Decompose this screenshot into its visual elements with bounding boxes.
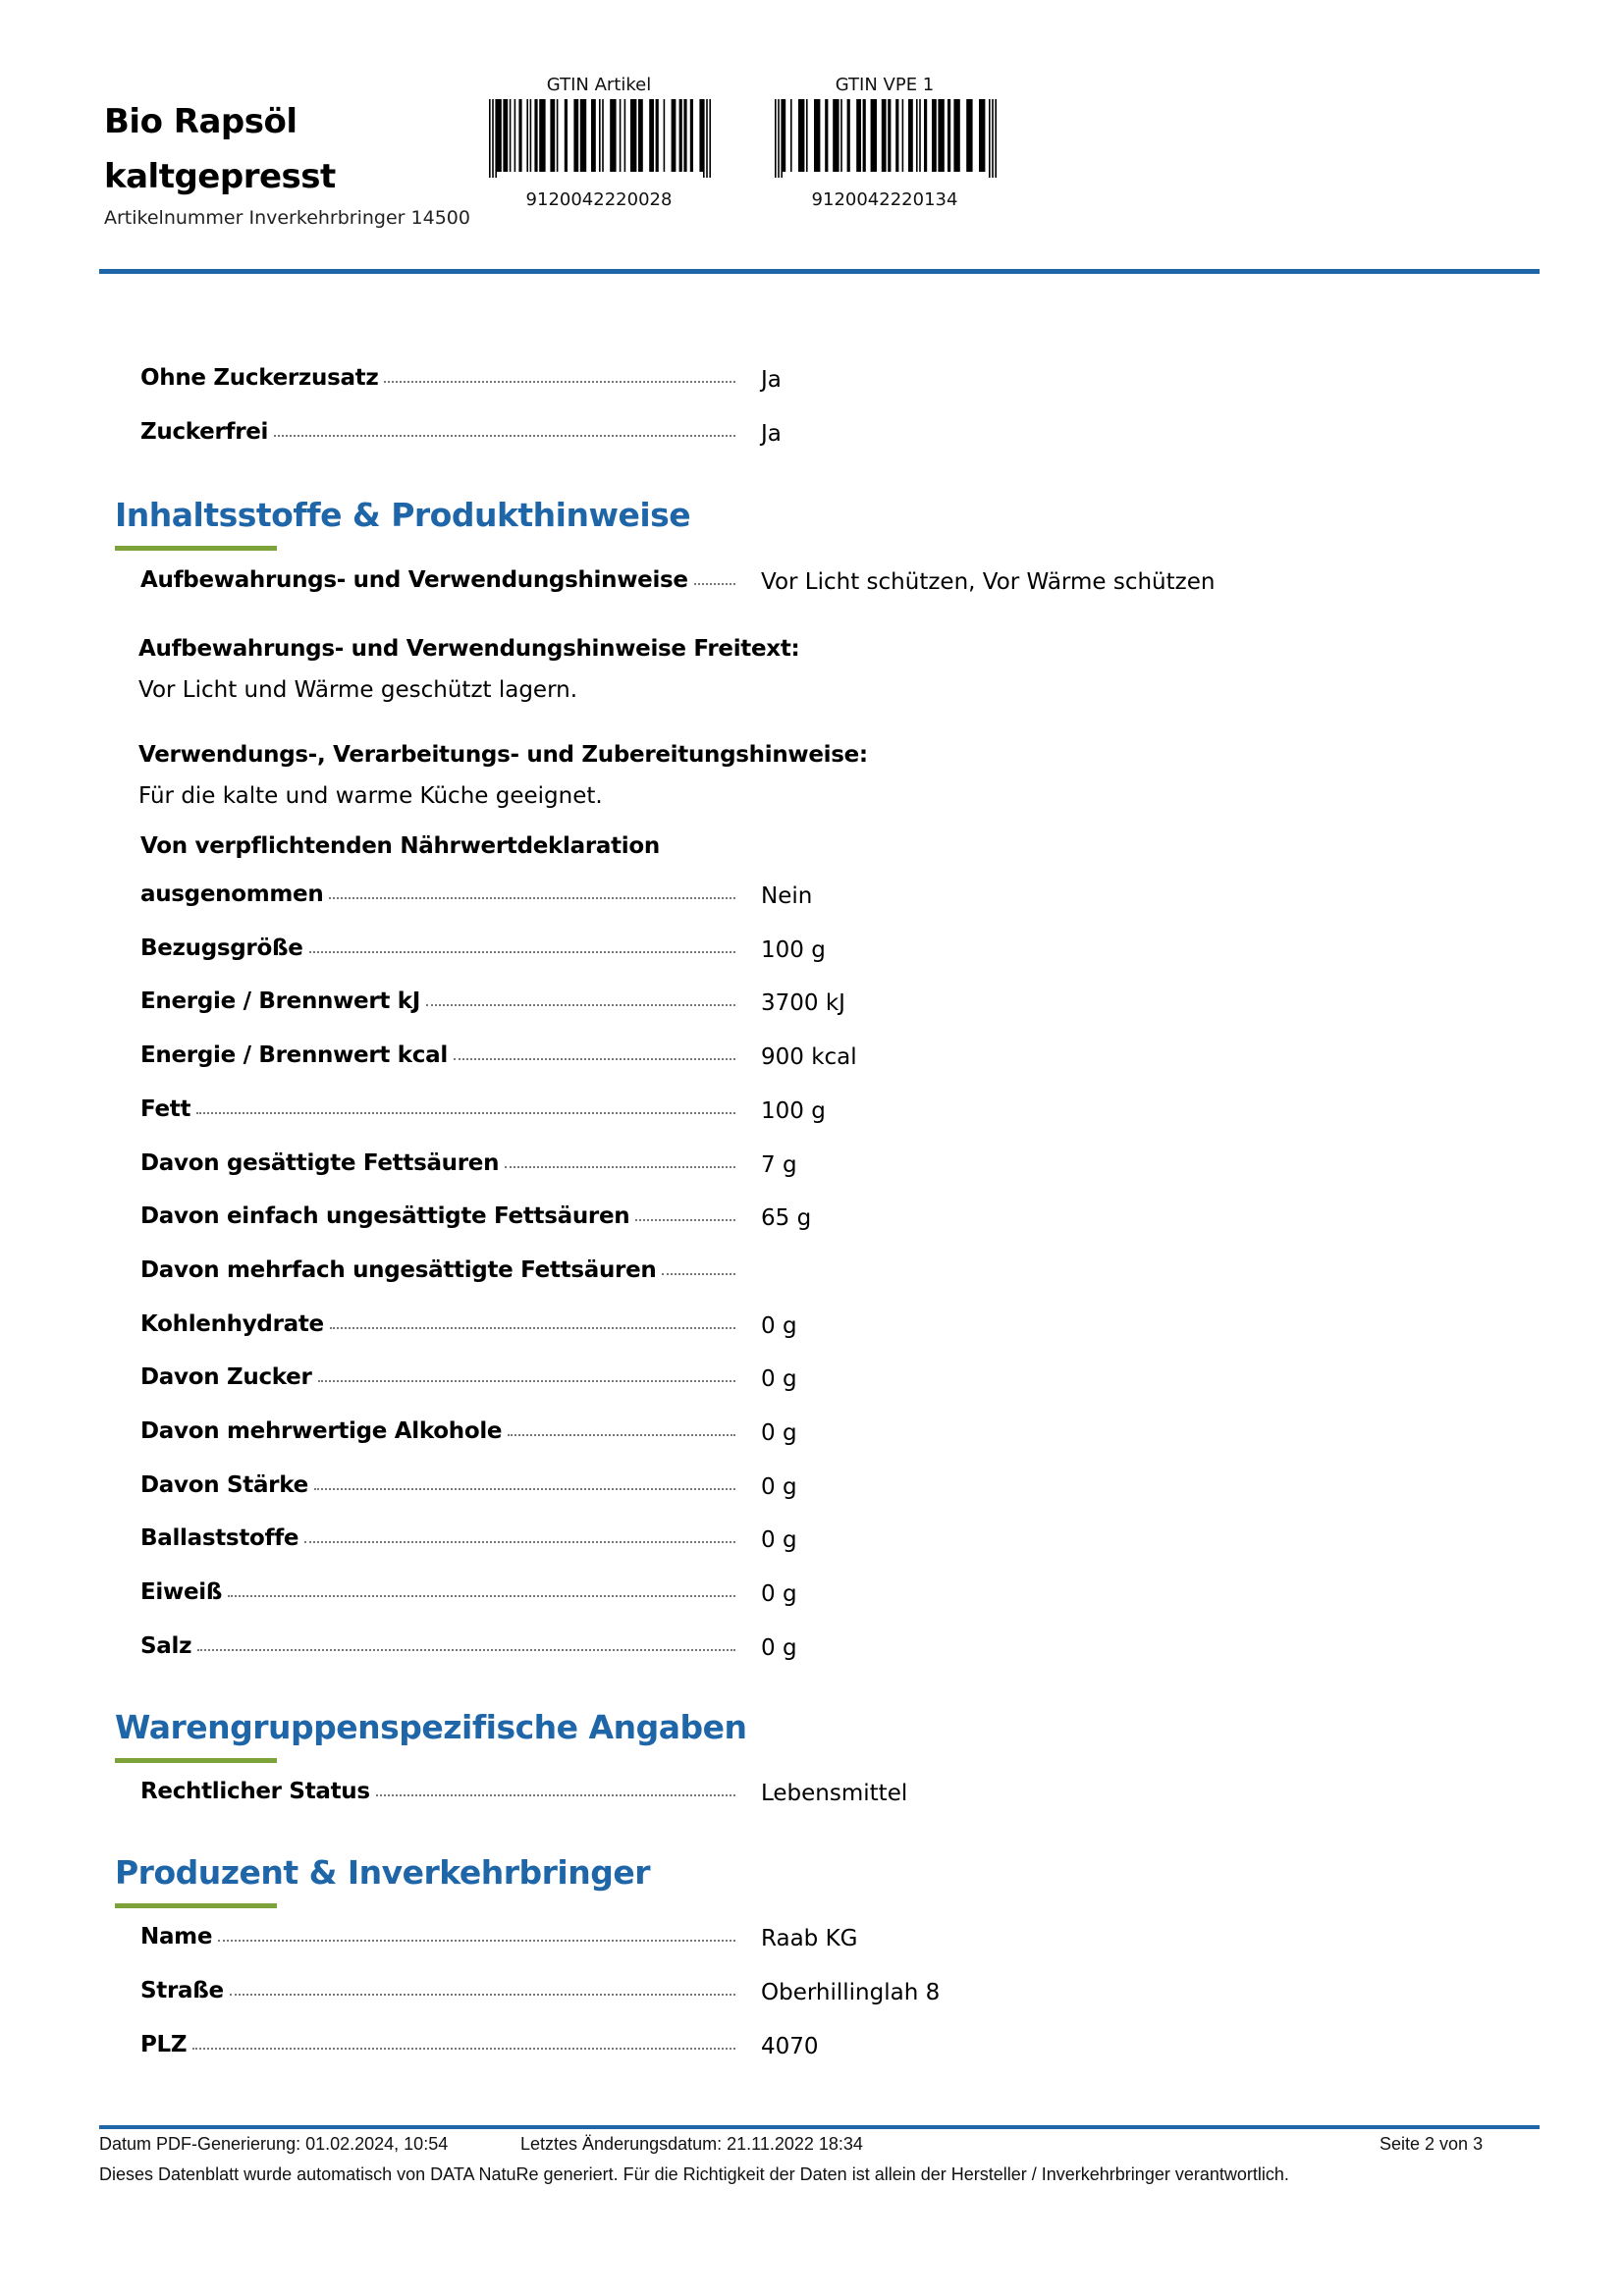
leader-dots [318, 1379, 736, 1382]
nutrition-value: 100 g [761, 1098, 826, 1124]
section-underline [115, 546, 277, 551]
property-value: Oberhillinglah 8 [761, 1980, 941, 2005]
barcode-gtin-article [481, 74, 717, 210]
property-label: Straße [140, 1978, 224, 2003]
section-underline [115, 1903, 277, 1908]
nutrition-label: Davon mehrwertige Alkohole [140, 1418, 503, 1444]
nutrition-row [140, 1579, 1515, 1613]
section-title-category: Warengruppenspezifische Angaben [115, 1708, 747, 1746]
nutrition-row [140, 881, 1515, 915]
nutrition-value: 7 g [761, 1152, 797, 1178]
property-label: Name [140, 1924, 213, 1949]
nutrition-row [140, 1042, 1515, 1076]
nutrition-label: Kohlenhydrate [140, 1311, 324, 1337]
barcode-image [771, 99, 999, 178]
nutrition-row [140, 935, 1515, 969]
leader-dots [330, 1326, 735, 1329]
nutrition-value: 100 g [761, 937, 826, 963]
leader-dots [228, 1594, 735, 1597]
nutrition-row [140, 988, 1515, 1022]
nutrition-value: 3700 kJ [761, 990, 845, 1016]
property-value: Ja [761, 421, 782, 447]
barcode-number: 9120042220028 [525, 189, 673, 210]
product-title-line2: kaltgepresst [104, 157, 336, 196]
nutrition-label: Eiweiß [140, 1579, 223, 1605]
barcode-label: GTIN VPE 1 [835, 75, 935, 95]
free-text-body: Vor Licht und Wärme geschützt lagern. [138, 677, 578, 703]
leader-dots [304, 1540, 735, 1543]
nutrition-value: 0 g [761, 1474, 797, 1500]
nutrition-value: 0 g [761, 1635, 797, 1661]
leader-dots [384, 380, 735, 383]
barcode-number: 9120042220134 [811, 189, 958, 210]
leader-dots [274, 434, 735, 437]
footer-page-number: Seite 2 von 3 [1380, 2134, 1484, 2154]
nutrition-label: Davon gesättigte Fettsäuren [140, 1150, 500, 1176]
leader-dots [662, 1272, 735, 1275]
product-title-line1: Bio Rapsöl [104, 102, 298, 141]
property-value: Lebensmittel [761, 1781, 908, 1806]
leader-dots [309, 950, 736, 953]
nutrition-row [140, 1525, 1515, 1559]
property-row [140, 419, 1515, 453]
leader-dots [426, 1003, 735, 1006]
property-label: PLZ [140, 2032, 188, 2057]
barcode-gtin-vpe [767, 74, 1002, 210]
nutrition-row [140, 1150, 1515, 1184]
nutrition-row [140, 1633, 1515, 1667]
leader-dots [230, 1993, 735, 1996]
nutrition-value: 0 g [761, 1366, 797, 1392]
property-row [140, 567, 1515, 601]
nutrition-value: 0 g [761, 1581, 797, 1607]
nutrition-label: Ballaststoffe [140, 1525, 299, 1551]
nutrition-row [140, 1364, 1515, 1398]
nutrition-label: Salz [140, 1633, 192, 1659]
property-label: Aufbewahrungs- und Verwendungshinweise [140, 567, 688, 593]
nutrition-label: Fett [140, 1096, 191, 1122]
property-row [140, 2032, 1515, 2065]
leader-dots [314, 1487, 735, 1490]
leader-dots [454, 1057, 735, 1060]
property-row [140, 365, 1515, 399]
nutrition-value: 0 g [761, 1420, 797, 1446]
nutrition-row [140, 1418, 1515, 1452]
nutrition-value: 0 g [761, 1313, 797, 1339]
property-label: Rechtlicher Status [140, 1779, 370, 1804]
leader-dots [508, 1433, 735, 1436]
nutrition-row [140, 1311, 1515, 1345]
section-title-producer: Produzent & Inverkehrbringer [115, 1853, 650, 1892]
footer-changed-date: Letztes Änderungsdatum: 21.11.2022 18:34 [520, 2134, 863, 2154]
leader-dots [635, 1218, 735, 1221]
property-label: Ohne Zuckerzusatz [140, 365, 379, 391]
product-title [104, 94, 336, 204]
nutrition-row [140, 1096, 1515, 1130]
leader-dots [218, 1939, 735, 1942]
section-title-ingredients: Inhaltsstoffe & Produkthinweise [115, 496, 691, 534]
free-text-heading: Verwendungs-, Verarbeitungs- und Zubereitungshinweise: [138, 742, 868, 768]
footer-disclaimer: Dieses Datenblatt wurde automatisch von DATA NatuRe generiert. Für die Richtigkeit der Daten ist allein der Hersteller / Inverkehrbringer verantwortlich. [99, 2164, 1289, 2184]
footer-generated-date: Datum PDF-Generierung: 01.02.2024, 10:54 [99, 2134, 449, 2154]
section-underline [115, 1758, 277, 1763]
property-value: Ja [761, 367, 782, 393]
leader-dots [694, 582, 735, 585]
property-value: Raab KG [761, 1926, 858, 1951]
leader-dots [197, 1648, 735, 1651]
leader-dots [196, 1111, 735, 1114]
property-value: Vor Licht schützen, Vor Wärme schützen [761, 569, 1216, 595]
nutrition-label: Davon einfach ungesättigte Fettsäuren [140, 1203, 630, 1229]
nutrition-label: Energie / Brennwert kJ [140, 988, 421, 1014]
nutrition-label: Davon Zucker [140, 1364, 312, 1390]
property-value: 4070 [761, 2034, 819, 2059]
nutrition-value: 0 g [761, 1527, 797, 1553]
exempt-heading: Von verpflichtenden Nährwertdeklaration [140, 833, 660, 859]
leader-dots [329, 896, 735, 899]
property-row [140, 1779, 1515, 1812]
footer-divider [99, 2125, 1540, 2129]
barcode-image [485, 99, 713, 178]
header-divider [99, 269, 1540, 274]
nutrition-label: ausgenommen [140, 881, 324, 907]
barcode-label: GTIN Artikel [546, 75, 652, 95]
property-row [140, 1978, 1515, 2011]
leader-dots [505, 1165, 735, 1168]
property-row [140, 1924, 1515, 1957]
nutrition-label: Davon mehrfach ungesättigte Fettsäuren [140, 1257, 657, 1283]
leader-dots [192, 2047, 735, 2050]
nutrition-label: Energie / Brennwert kcal [140, 1042, 448, 1068]
nutrition-value: 900 kcal [761, 1044, 857, 1070]
nutrition-row [140, 1257, 1515, 1291]
leader-dots [376, 1793, 735, 1796]
nutrition-label: Bezugsgröße [140, 935, 303, 961]
nutrition-row [140, 1472, 1515, 1506]
nutrition-value: Nein [761, 883, 813, 909]
nutrition-value: 65 g [761, 1205, 812, 1231]
article-number: Artikelnummer Inverkehrbringer 14500 [104, 207, 470, 229]
nutrition-label: Davon Stärke [140, 1472, 308, 1498]
free-text-body: Für die kalte und warme Küche geeignet. [138, 783, 603, 809]
free-text-heading: Aufbewahrungs- und Verwendungshinweise Freitext: [138, 636, 800, 662]
nutrition-row [140, 1203, 1515, 1237]
property-label: Zuckerfrei [140, 419, 269, 445]
